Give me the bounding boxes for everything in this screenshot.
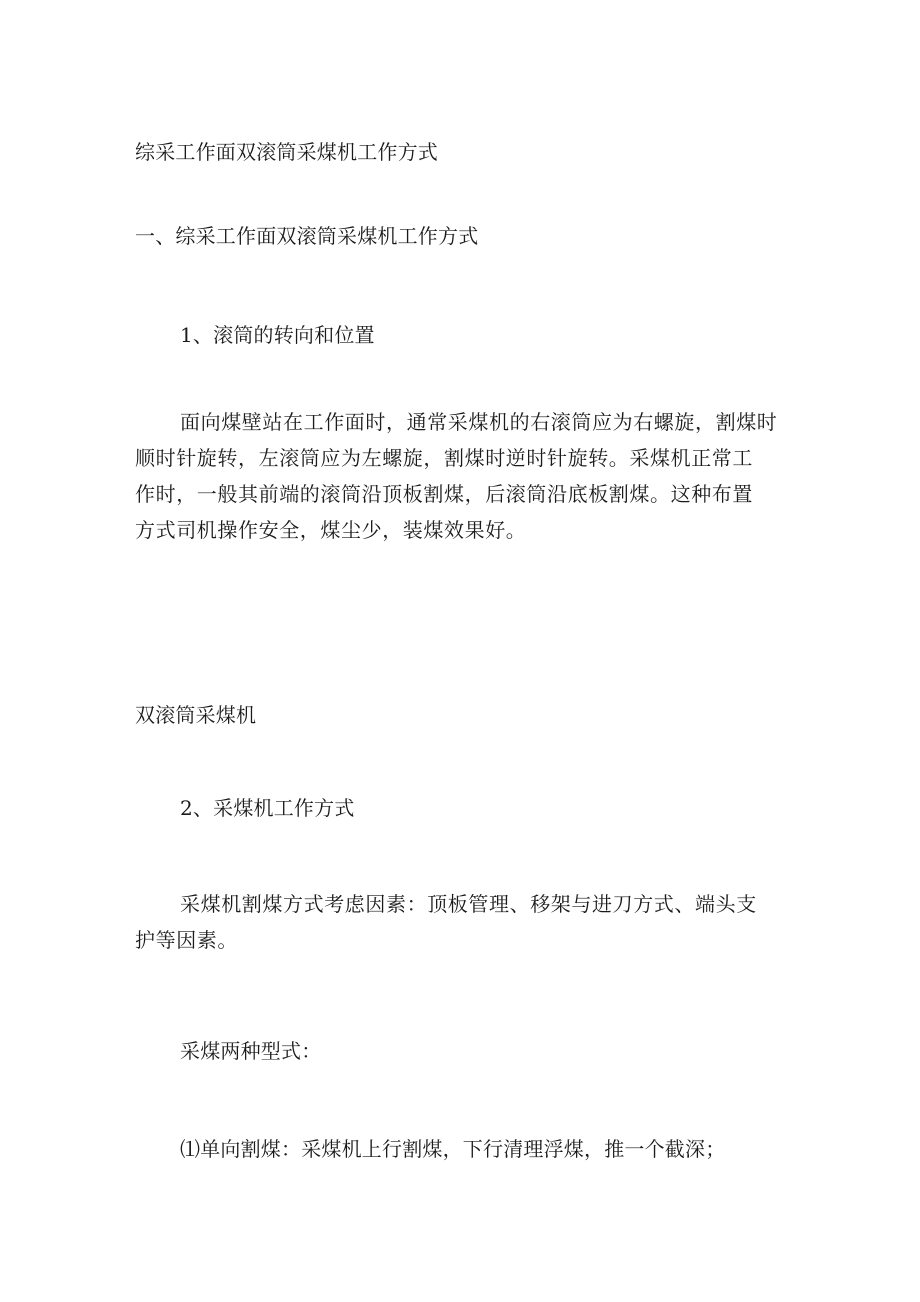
paragraph-line: 护等因素。 (135, 928, 238, 952)
paragraph-drum-rotation (135, 404, 797, 548)
paragraph-cutting-factors (135, 886, 797, 958)
paragraph-line: 作时，一般其前端的滚筒沿顶板割煤，后滚筒沿底板割煤。这种布置 (135, 482, 753, 506)
paragraph-line: 采煤机割煤方式考虑因素：顶板管理、移架与进刀方式、端头支 (180, 892, 757, 916)
paragraph-one-way-cutting: ⑴单向割煤：采煤机上行割煤，下行清理浮煤，推一个截深； (180, 1137, 726, 1161)
paragraph-line: 顺时针旋转，左滚筒应为左螺旋，割煤时逆时针旋转。采煤机正常工 (135, 446, 753, 470)
paragraph-line: 面向煤壁站在工作面时，通常采煤机的右滚筒应为右螺旋，割煤时 (180, 410, 778, 434)
document-title: 综采工作面双滚筒采煤机工作方式 (135, 140, 438, 164)
paragraph-line: 方式司机操作安全，煤尘少，装煤效果好。 (135, 518, 527, 542)
subsection-heading-1: 1、滚筒的转向和位置 (180, 323, 375, 347)
paragraph-two-types: 采煤两种型式： (180, 1039, 322, 1063)
subsection-heading-2: 2、采煤机工作方式 (180, 796, 355, 820)
figure-caption: 双滚筒采煤机 (135, 703, 257, 727)
section-heading-1: 一、综采工作面双滚筒采煤机工作方式 (135, 224, 479, 248)
